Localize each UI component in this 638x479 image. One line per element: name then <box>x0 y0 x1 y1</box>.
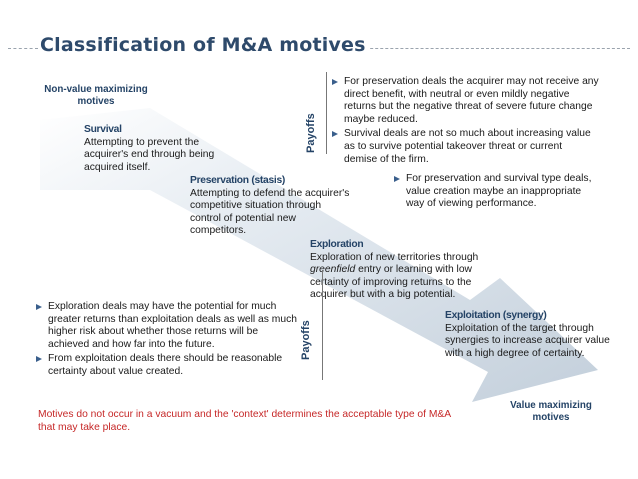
payoffs-bottom-label: Payoffs <box>300 320 312 360</box>
text-line: Attempting to defend the acquirer's <box>190 187 350 199</box>
text-line: Exploration of new territories through <box>310 251 479 263</box>
text-line: synergies to increase acquirer value <box>445 335 610 347</box>
text-line: certainty about value created. <box>48 365 184 377</box>
text-line: as to survive potential takeover threat or current <box>344 140 563 152</box>
payoffs-bottom-divider <box>322 270 323 380</box>
text-fragment: entry or learning with low <box>355 264 472 276</box>
text-line: higher risk about whether those returns will be <box>48 326 259 338</box>
text-line: acquirer's end through being <box>84 149 215 161</box>
text-line: From exploitation deals there should be reasonable <box>48 353 283 365</box>
text-line: returns but the negative threat of severe future change <box>344 101 593 113</box>
text-line <box>310 264 510 277</box>
payoffs-top-label: Payoffs <box>305 113 317 153</box>
preservation-block <box>190 175 390 238</box>
corner-line: Non-value maximizing <box>44 84 148 95</box>
text-line: acquired itself. <box>84 161 151 173</box>
preservation-heading: Preservation (stasis) <box>190 175 285 186</box>
text-line: with a high degree of certainty. <box>445 347 585 359</box>
payoffs-top-list <box>332 76 602 168</box>
text-line: competitors. <box>190 225 247 237</box>
text-line: that may take place. <box>38 421 131 433</box>
text-line: For preservation deals the acquirer may not receive any <box>344 76 599 87</box>
page-title: Classification of M&A motives <box>40 34 370 56</box>
greenfield-term: greenfield <box>310 264 356 276</box>
footnote <box>38 409 508 434</box>
text-line: Attempting to prevent the <box>84 136 200 148</box>
text-line: maybe reduced. <box>344 113 418 125</box>
text-line: competitive situation through <box>190 200 322 212</box>
payoffs-top-divider <box>326 72 327 154</box>
payoff-bullet <box>332 128 602 166</box>
text-line: Exploration deals may have the potential for much <box>48 301 277 312</box>
payoffs-bottom-list <box>36 301 298 381</box>
exploitation-block <box>445 310 630 360</box>
text-line: value creation maybe an inappropriate <box>406 185 582 197</box>
text-line: direct benefit, with neutral or even mildly negative <box>344 88 570 100</box>
text-line: acquirer but with a big potential. <box>310 289 456 301</box>
exploration-heading: Exploration <box>310 239 364 250</box>
text-line: Survival deals are not so much about increasing value <box>344 128 591 140</box>
exploration-block <box>310 239 510 302</box>
payoff-bullet <box>36 301 298 351</box>
payoff-bullet <box>36 353 298 378</box>
survival-block <box>84 124 284 174</box>
exploitation-heading: Exploitation (synergy) <box>445 310 547 321</box>
text-line: certainty of improving returns to the <box>310 276 472 288</box>
text-line: way of viewing performance. <box>406 198 537 210</box>
value-maximizing-label <box>496 400 606 424</box>
text-line: Exploitation of the target through <box>445 322 594 334</box>
corner-line: motives <box>532 412 570 423</box>
payoff-bullet <box>394 173 614 211</box>
text-line: Motives do not occur in a vacuum and the 'context' determines the acceptable type of M&A <box>38 409 452 420</box>
payoff-bullet <box>332 76 602 126</box>
text-line: achieved and how far into the future. <box>48 338 215 350</box>
text-line: greater returns than exploitation deals as well as much <box>48 313 297 325</box>
text-line: control of potential new <box>190 212 296 224</box>
corner-line: motives <box>77 96 115 107</box>
survival-heading: Survival <box>84 124 122 135</box>
non-value-maximizing-label <box>36 84 156 108</box>
payoffs-mid-list <box>394 173 614 213</box>
text-line: For preservation and survival type deals, <box>406 173 592 184</box>
corner-line: Value maximizing <box>510 400 592 411</box>
text-line: demise of the firm. <box>344 153 429 165</box>
